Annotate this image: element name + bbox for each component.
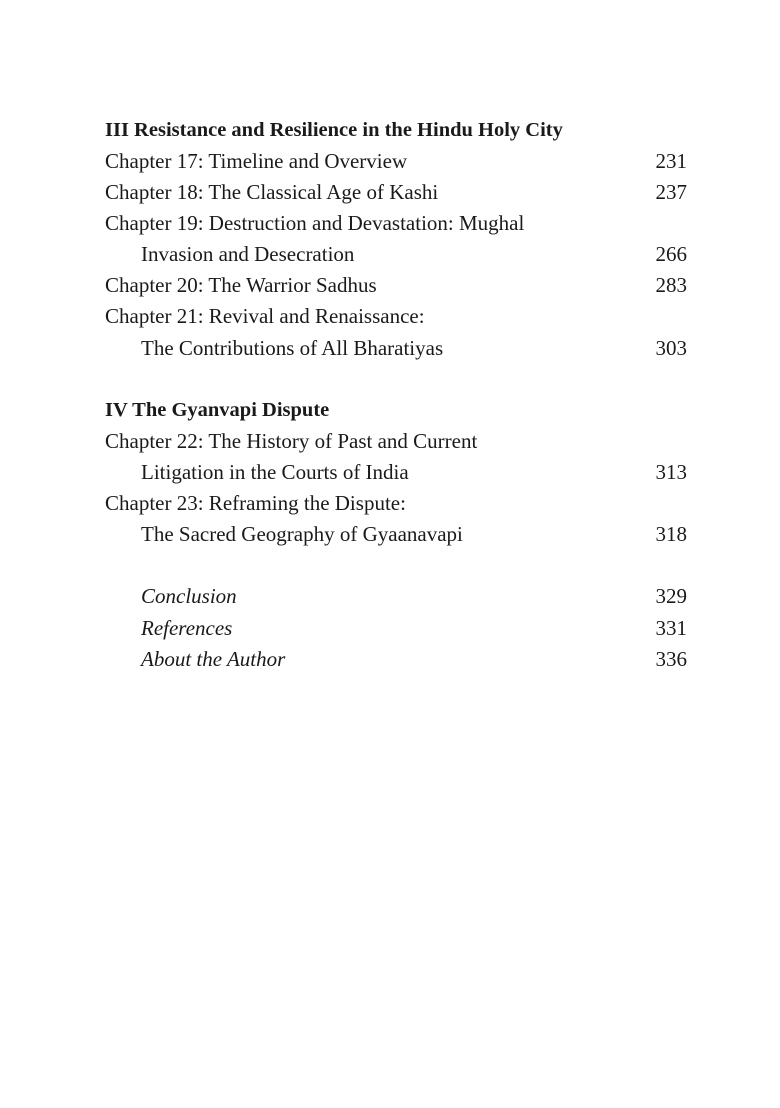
toc-entry-page-number: 237: [655, 180, 687, 204]
toc-entry-page-number: 266: [655, 242, 687, 266]
toc-entry-page-number: 283: [655, 273, 687, 297]
toc-entry-label: References: [141, 616, 233, 640]
toc-entry-chapter-23-continued: [141, 519, 687, 550]
toc-entry-label: Chapter 21: Revival and Renaissance:: [105, 304, 425, 328]
toc-entry-label: Chapter 20: The Warrior Sadhus: [105, 273, 377, 297]
toc-entry-chapter-19-continued: [141, 239, 687, 270]
section-heading-text: IV The Gyanvapi Dispute: [105, 399, 330, 421]
toc-entry-page-number: 329: [655, 584, 687, 608]
toc-entry-about-the-author: [141, 644, 687, 675]
toc-entry-page-number: 231: [655, 149, 687, 173]
toc-entry-chapter-19: [105, 208, 687, 239]
toc-entry-chapter-23: [105, 488, 687, 519]
toc-entry-label: Chapter 19: Destruction and Devastation: Mughal: [105, 211, 525, 235]
toc-entry-label: Chapter 17: Timeline and Overview: [105, 149, 408, 173]
section-heading-text: III Resistance and Resilience in the Hindu Holy City: [105, 119, 563, 141]
toc-entry-page-number: 313: [655, 460, 687, 484]
toc-entry-label-continued: Invasion and Desecration: [141, 242, 355, 266]
toc-entry-references: [141, 613, 687, 644]
toc-entry-page-number: 336: [655, 647, 687, 671]
toc-entry-label-continued: Litigation in the Courts of India: [141, 460, 409, 484]
toc-entry-page-number: 303: [655, 336, 687, 360]
toc-entry-label-continued: The Contributions of All Bharatiyas: [141, 336, 444, 360]
toc-entry-label: Chapter 23: Reframing the Dispute:: [105, 491, 406, 515]
toc-entry-chapter-21: [105, 301, 687, 332]
toc-entry-page-number: 331: [655, 616, 687, 640]
toc-entry-chapter-18: [105, 177, 687, 208]
section-heading-iii: [105, 115, 687, 146]
toc-entry-label-continued: The Sacred Geography of Gyaanavapi: [141, 522, 463, 546]
toc-entry-conclusion: [141, 581, 687, 612]
toc-entry-chapter-20: [105, 270, 687, 301]
toc-entry-label: Chapter 22: The History of Past and Current: [105, 429, 478, 453]
toc-entry-chapter-22-continued: [141, 457, 687, 488]
toc-entry-chapter-21-continued: [141, 333, 687, 364]
toc-entry-chapter-17: [105, 146, 687, 177]
toc-entry-chapter-22: [105, 426, 687, 457]
section-heading-iv: [105, 395, 687, 426]
toc-entry-label: About the Author: [141, 647, 286, 671]
toc-entry-label: Chapter 18: The Classical Age of Kashi: [105, 180, 439, 204]
toc-entry-page-number: 318: [655, 522, 687, 546]
toc-entry-label: Conclusion: [141, 584, 237, 608]
